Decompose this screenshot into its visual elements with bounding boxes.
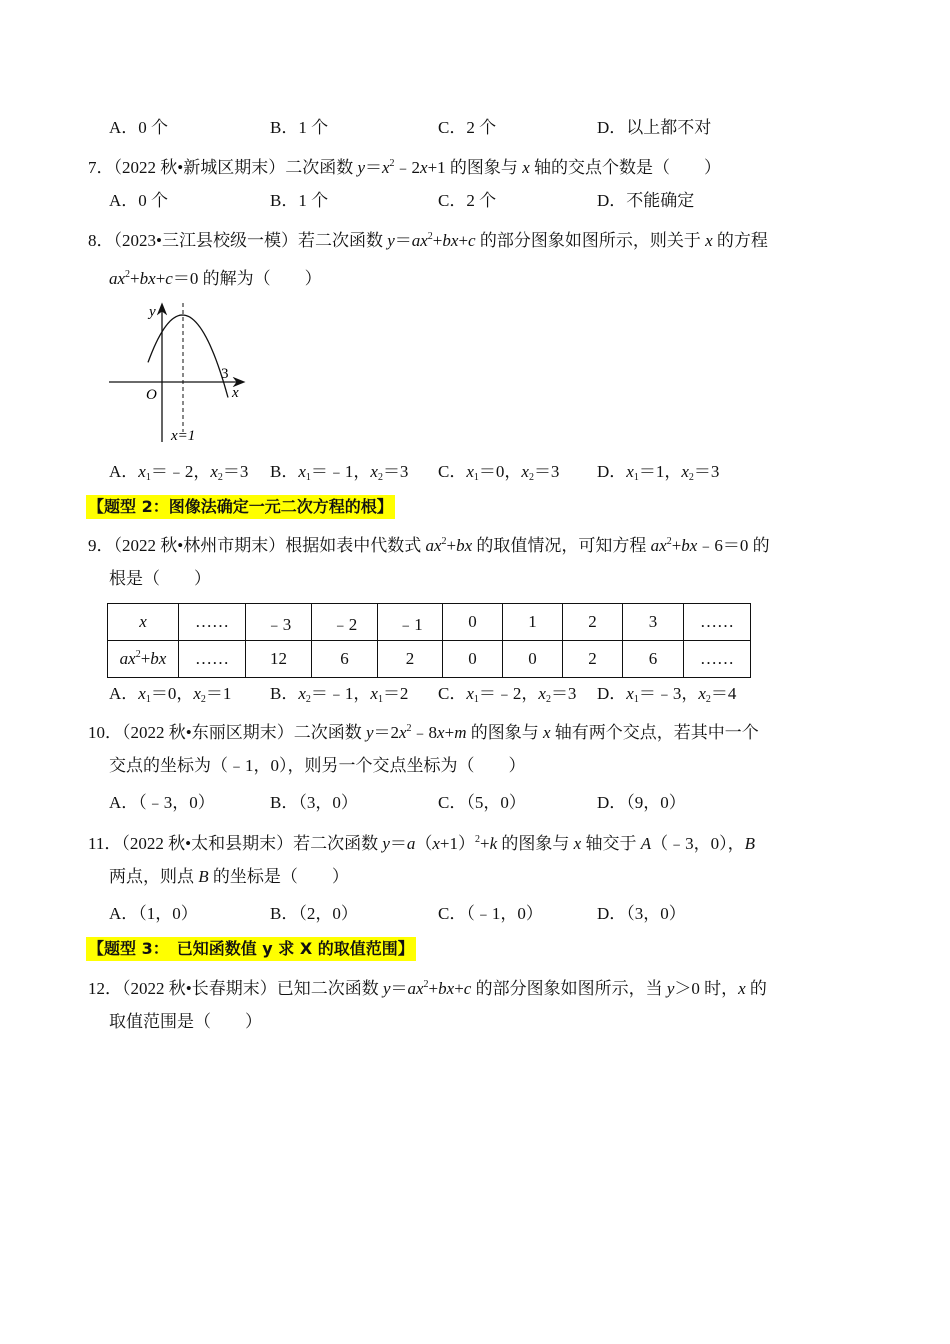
text-run: 7．（2022 秋•新城区期末）二次函数 <box>88 158 358 177</box>
text-run: x <box>298 684 306 703</box>
q10-stem-line1 <box>88 718 759 744</box>
q11-stem-line1 <box>88 829 755 855</box>
text-run: x <box>698 684 706 703</box>
table-cell: ﹣3 <box>246 604 312 641</box>
text-run: C． <box>438 684 467 703</box>
text-run: B． <box>270 462 299 481</box>
text-run: ＝ <box>389 834 407 853</box>
q11-option-c: C．（﹣1，0） <box>438 904 543 923</box>
row-header-expression: $ax^2+bx$ <box>108 641 179 678</box>
text-run: x <box>432 834 440 853</box>
q9-option-d <box>597 683 736 711</box>
text-run: x <box>193 684 201 703</box>
q10-option-b: B．（3，0） <box>270 793 358 812</box>
text-run: ＝1 <box>205 684 232 703</box>
root-label: 3 <box>221 366 229 382</box>
q8-parabola-graph <box>100 295 260 450</box>
text-run: x <box>370 462 378 481</box>
q8-stem-line2 <box>109 264 322 290</box>
row-header-x: x <box>108 604 179 641</box>
text-run: a <box>406 834 416 853</box>
q7-option-a: A．0 个 <box>109 191 169 210</box>
text-run: x <box>466 462 474 481</box>
text-run: x <box>382 158 390 177</box>
text-run: 取值范围是（ ） <box>109 1012 262 1031</box>
text-run: ﹣8 <box>411 723 438 742</box>
symmetry-axis-label: x=1 <box>171 428 196 444</box>
q12-stem-line1 <box>88 974 767 1000</box>
text-run: 根是（ ） <box>109 569 211 588</box>
text-run: A <box>640 834 652 853</box>
text-run: +1 的图象与 <box>427 158 523 177</box>
text-run: ＝4 <box>710 684 737 703</box>
text-run: ＝3 <box>222 462 249 481</box>
text-run: ＝3 <box>382 462 409 481</box>
table-cell: 1 <box>503 604 563 641</box>
text-run: x <box>138 684 146 703</box>
text-run: 2 <box>389 158 395 169</box>
section-heading-3: 【题型 3： 已知函数值 y 求 X 的取值范围】 <box>86 937 416 961</box>
text-run: D． <box>597 462 627 481</box>
text-run: x <box>681 462 689 481</box>
x-axis-label: x <box>232 385 239 401</box>
text-run: ＝1， <box>638 462 682 481</box>
text-run: + <box>432 231 443 250</box>
text-run: c <box>463 979 472 998</box>
text-run: 的图象与 <box>466 723 543 742</box>
table-cell: 0 <box>443 641 503 678</box>
y-axis-label: y <box>149 304 156 320</box>
text-run: c <box>468 231 476 250</box>
q12-stem-line2 <box>109 1011 262 1033</box>
text-run: x <box>573 834 582 853</box>
text-run: 1 <box>633 694 639 705</box>
text-run: 2 <box>441 536 447 547</box>
text-run: A． <box>109 684 139 703</box>
text-run: 的部分图象如图所示，当 <box>471 979 667 998</box>
text-run: 2 <box>125 269 131 280</box>
text-run: 10．（2022 秋•东丽区期末）二次函数 <box>88 723 366 742</box>
text-run: 两点，则点 <box>109 867 199 886</box>
text-run: 交点的坐标为（﹣1，0），则另一个交点坐标为（ ） <box>109 756 526 775</box>
table-cell: 0 <box>503 641 563 678</box>
text-run: + <box>480 834 490 853</box>
text-run: ＝ <box>365 158 382 177</box>
q10-stem-line2 <box>109 755 526 777</box>
text-run: ax <box>109 269 126 288</box>
text-run: ＝﹣2， <box>478 684 539 703</box>
text-run: ＝3 <box>533 462 560 481</box>
text-run: ﹣2 <box>394 158 421 177</box>
text-run: A． <box>109 462 139 481</box>
table-cell: …… <box>179 604 246 641</box>
text-run: ax <box>650 536 667 555</box>
text-run: 2 <box>200 694 206 705</box>
text-run: y <box>382 979 391 998</box>
q9-option-a <box>109 683 231 711</box>
text-run: 的方程 <box>712 231 768 250</box>
text-run: ＝0 的解为（ ） <box>172 269 322 288</box>
text-run: x <box>370 684 378 703</box>
q10-option-d: D．（9，0） <box>597 793 686 812</box>
text-run: x <box>542 723 551 742</box>
text-run: x <box>466 684 474 703</box>
text-run: y <box>382 834 390 853</box>
text-run: 2 <box>528 472 534 483</box>
text-run: bx <box>442 231 459 250</box>
text-run: bx <box>456 536 473 555</box>
table-cell: 3 <box>623 604 684 641</box>
text-run: 1 <box>145 472 151 483</box>
text-run: （ <box>415 834 433 853</box>
text-run: ＝3 <box>693 462 720 481</box>
text-run: 的取值情况，可知方程 <box>472 536 651 555</box>
table-row-x <box>108 604 751 641</box>
text-run: k <box>489 834 498 853</box>
text-run: bx <box>139 269 156 288</box>
text-run: + <box>444 723 455 742</box>
text-run: 2 <box>406 723 412 734</box>
table-cell: 6 <box>623 641 684 678</box>
q7-option-c: C．2 个 <box>438 191 497 210</box>
text-run: + <box>671 536 682 555</box>
text-run: x <box>298 462 306 481</box>
text-run: 9．（2022 秋•林州市期末）根据如表中代数式 <box>88 536 426 555</box>
text-run: ＝﹣3， <box>638 684 699 703</box>
q6-option-c: C．2 个 <box>438 118 497 137</box>
q6-option-a: A．0 个 <box>109 118 169 137</box>
table-cell: …… <box>684 641 751 678</box>
text-run: B <box>198 867 209 886</box>
text-run: B． <box>270 684 299 703</box>
text-run: 1 <box>633 472 639 483</box>
text-run: +1） <box>439 834 476 853</box>
text-run: 2 <box>305 694 311 705</box>
table-cell: 2 <box>563 641 623 678</box>
q9-option-b <box>270 683 408 711</box>
text-run: x <box>521 462 529 481</box>
text-run: ＝﹣1， <box>310 684 371 703</box>
text-run: 的部分图象如图所示，则关于 <box>475 231 706 250</box>
text-run: ＝2 <box>382 684 409 703</box>
text-run: x <box>522 158 530 177</box>
text-run: bx <box>438 979 455 998</box>
text-run: 轴交于 <box>581 834 641 853</box>
text-run: ＝3 <box>550 684 577 703</box>
q11-option-d: D．（3，0） <box>597 904 686 923</box>
q6-option-d: D．以上都不对 <box>597 118 712 137</box>
q8-option-b <box>270 461 408 489</box>
text-run: x <box>738 979 746 998</box>
text-run: ﹣6＝0 的 <box>697 536 770 555</box>
text-run: 的坐标是（ ） <box>208 867 349 886</box>
q6-option-b: B．1 个 <box>270 118 329 137</box>
text-run: B <box>744 834 755 853</box>
text-run: y <box>387 231 395 250</box>
q7-option-d: D．不能确定 <box>597 191 695 210</box>
text-run: x <box>538 684 546 703</box>
q8-option-d <box>597 461 719 489</box>
text-run: 2 <box>475 834 481 845</box>
table-cell: …… <box>179 641 246 678</box>
text-run: ax <box>411 231 428 250</box>
q8-option-c <box>438 461 559 489</box>
text-run: x <box>420 158 428 177</box>
text-run: 的图象与 <box>497 834 574 853</box>
text-run: ax <box>425 536 442 555</box>
q7-option-b: B．1 个 <box>270 191 329 210</box>
text-run: ＝﹣2， <box>150 462 211 481</box>
q9-stem-line2 <box>109 568 211 590</box>
text-run: y <box>357 158 365 177</box>
table-cell: 12 <box>246 641 312 678</box>
text-run: ＝﹣1， <box>310 462 371 481</box>
text-run: x <box>399 723 407 742</box>
text-run: C． <box>438 462 467 481</box>
q8-option-a <box>109 461 248 489</box>
text-run: + <box>155 269 166 288</box>
text-run: + <box>454 979 464 998</box>
table-cell: 2 <box>378 641 443 678</box>
text-run: 的 <box>745 979 767 998</box>
text-run: 1 <box>377 694 383 705</box>
text-run: + <box>446 536 457 555</box>
text-run: 2 <box>377 472 383 483</box>
table-cell: ﹣1 <box>378 604 443 641</box>
table-cell: 6 <box>312 641 378 678</box>
text-run: 2 <box>427 231 433 242</box>
text-run: x <box>138 462 146 481</box>
text-run: 11．（2022 秋•太和县期末）若二次函数 <box>88 834 383 853</box>
text-run: x <box>626 684 634 703</box>
q11-option-a: A．（1，0） <box>109 904 198 923</box>
q11-stem-line2 <box>109 866 349 888</box>
text-run: ＝0， <box>150 684 194 703</box>
text-run: x <box>626 462 634 481</box>
text-run: 2 <box>688 472 694 483</box>
q7-stem <box>88 153 721 179</box>
text-run: 1 <box>305 472 311 483</box>
table-cell: 0 <box>443 604 503 641</box>
table-cell: 2 <box>563 604 623 641</box>
parabola-curve <box>148 315 228 398</box>
q10-option-c: C．（5，0） <box>438 793 526 812</box>
text-run: ax <box>407 979 424 998</box>
text-run: 2 <box>217 472 223 483</box>
text-run: + <box>130 269 140 288</box>
text-run: 2 <box>423 979 429 990</box>
text-run: y <box>365 723 374 742</box>
table-row-expression <box>108 641 751 678</box>
q9-value-table <box>107 603 751 678</box>
text-run: 2 <box>666 536 672 547</box>
text-run: 2 <box>705 694 711 705</box>
text-run: c <box>165 269 173 288</box>
text-run: 1 <box>473 472 479 483</box>
text-run: 轴的交点个数是（ ） <box>529 158 721 177</box>
text-run: x <box>210 462 218 481</box>
text-run: y <box>666 979 675 998</box>
text-run: 1 <box>473 694 479 705</box>
table-cell: ﹣2 <box>312 604 378 641</box>
q11-option-b: B．（2，0） <box>270 904 358 923</box>
text-run: ＝ <box>394 231 412 250</box>
text-run: bx <box>681 536 698 555</box>
text-run: x <box>705 231 713 250</box>
text-run: （﹣3，0）， <box>651 834 745 853</box>
text-run: 12．（2022 秋•长春期末）已知二次函数 <box>88 979 383 998</box>
text-run: 8．（2023•三江县校级一模）若二次函数 <box>88 231 388 250</box>
section-heading-2: 【题型 2：图像法确定一元二次方程的根】 <box>86 495 395 519</box>
text-run: 轴有两个交点，若其中一个 <box>550 723 759 742</box>
origin-label: O <box>146 387 157 403</box>
text-run: x <box>437 723 445 742</box>
text-run: m <box>454 723 467 742</box>
q9-option-c <box>438 683 576 711</box>
table-cell: …… <box>684 604 751 641</box>
text-run: ＝0， <box>478 462 522 481</box>
text-run: + <box>458 231 469 250</box>
text-run: + <box>428 979 439 998</box>
q10-option-a: A．（﹣3，0） <box>109 793 215 812</box>
q9-stem-line1 <box>88 531 770 557</box>
text-run: ＝2 <box>373 723 399 742</box>
q8-stem-line1 <box>88 226 768 252</box>
text-run: D． <box>597 684 627 703</box>
text-run: 1 <box>145 694 151 705</box>
text-run: ＞0 时， <box>674 979 739 998</box>
text-run: ＝ <box>390 979 408 998</box>
text-run: 2 <box>545 694 551 705</box>
